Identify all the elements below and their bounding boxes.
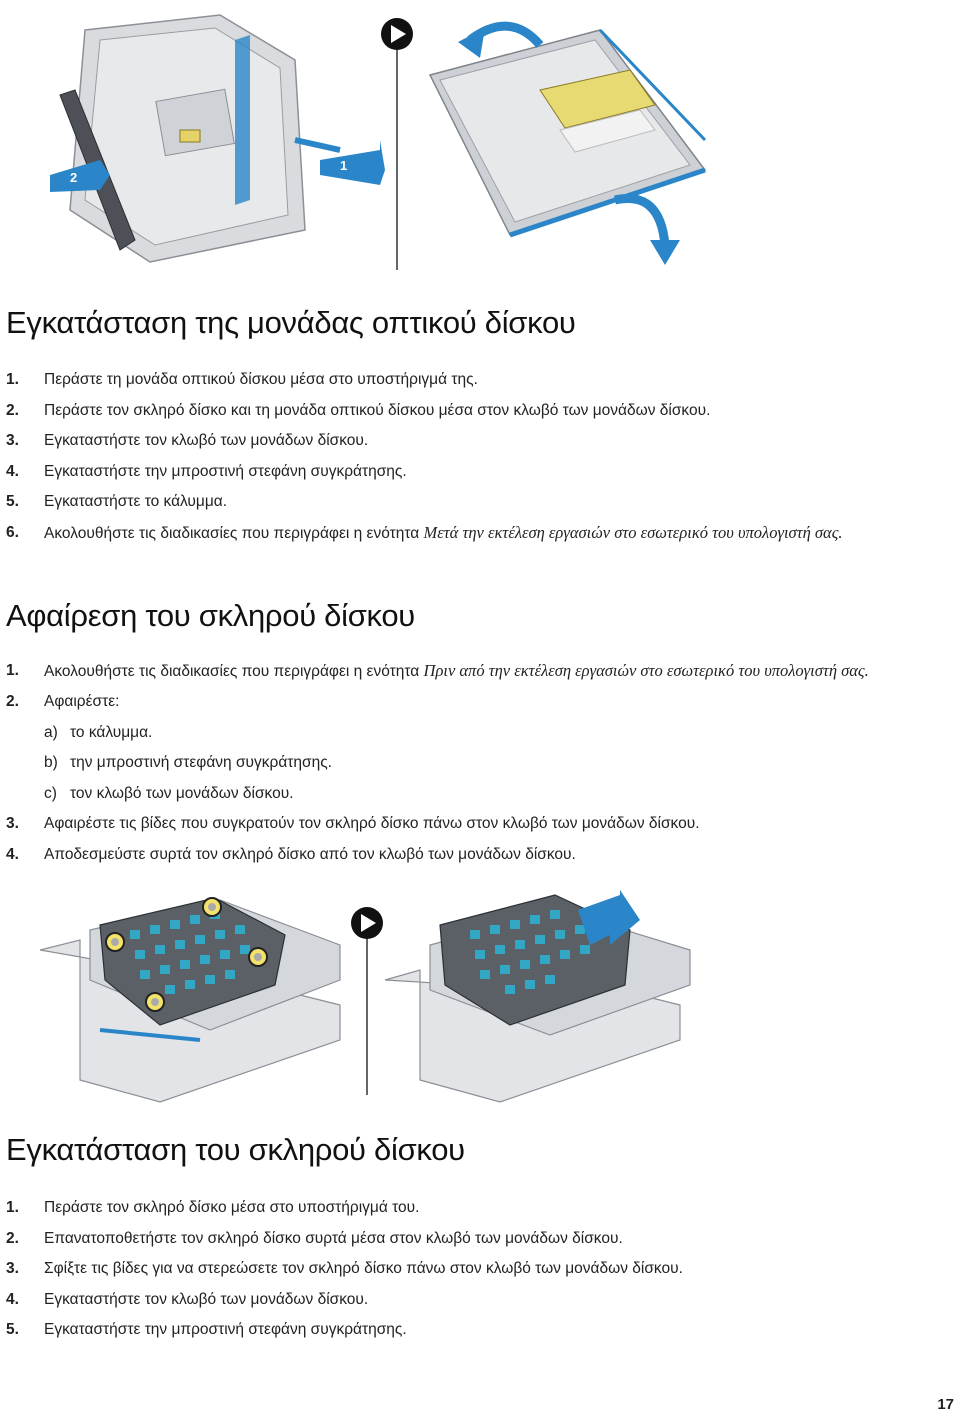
step-text: Εγκαταστήστε την μπροστινή στεφάνη συγκράτησης.	[44, 1321, 407, 1338]
optical-drive-illustration	[40, 0, 730, 275]
optical-drive-drawing	[430, 30, 705, 235]
step-number: 6.	[6, 523, 19, 541]
screw-icon	[106, 933, 124, 951]
step-number: 4.	[6, 1290, 19, 1308]
step-number: 2.	[6, 693, 19, 710]
step-text: Περάστε τη μονάδα οπτικού δίσκου μέσα στο υποστήριγμά της.	[44, 371, 478, 388]
section-title-install-hard-drive: Εγκατάσταση του σκληρού δίσκου	[6, 1132, 465, 1167]
list-item	[6, 365, 951, 396]
list-item	[6, 687, 951, 809]
step-text: Περάστε τον σκληρό δίσκο μέσα στο υποστήριγμά του.	[44, 1199, 420, 1216]
install-optical-drive-steps	[6, 365, 951, 549]
substep-item	[44, 779, 951, 810]
screw-icon	[146, 993, 164, 1011]
list-item	[6, 840, 951, 871]
drive-cage-left-drawing	[40, 898, 340, 1102]
step-number: 4.	[6, 462, 19, 480]
step-number: 5.	[6, 1321, 19, 1338]
callout-1-label: 1	[340, 158, 348, 173]
remove-hard-drive-steps	[6, 656, 951, 870]
substep-list	[44, 718, 951, 810]
step-text: Εγκαταστήστε τον κλωβό των μονάδων δίσκου.	[44, 432, 369, 449]
step-number: 1.	[6, 1199, 19, 1216]
list-item	[6, 1193, 951, 1224]
step-number: 5.	[6, 493, 19, 510]
substep-item	[44, 718, 951, 749]
list-item	[6, 518, 951, 549]
step-text: Επανατοποθετήστε τον σκληρό δίσκο συρτά μέσα στον κλωβό των μονάδων δίσκου.	[44, 1229, 623, 1247]
rotate-arrow-bottom	[615, 198, 680, 265]
list-item	[6, 809, 951, 840]
list-item	[6, 1285, 951, 1316]
step-number: 3.	[6, 815, 19, 832]
step-text: Αφαιρέστε τις βίδες που συγκρατούν τον σκληρό δίσκο πάνω στον κλωβό των μονάδων δίσκου.	[44, 815, 700, 832]
drive-bracket-drawing	[60, 15, 340, 262]
list-item	[6, 457, 951, 488]
next-step-icon	[351, 907, 383, 939]
step-text: Εγκαταστήστε την μπροστινή στεφάνη συγκράτησης.	[44, 462, 407, 480]
reference-link-before-working[interactable]: Πριν από την εκτέλεση εργασιών στο εσωτερικό του υπολογιστή σας.	[423, 661, 869, 680]
step-text: Ακολουθήστε τις διαδικασίες που περιγράφει η ενότητα	[44, 524, 424, 542]
step-text: Ακολουθήστε τις διαδικασίες που περιγράφει η ενότητα	[44, 663, 424, 680]
substep-item	[44, 748, 951, 779]
step-text: Εγκαταστήστε το κάλυμμα.	[44, 493, 228, 510]
step-text: Αποδεσμεύστε συρτά τον σκληρό δίσκο από τον κλωβό των μονάδων δίσκου.	[44, 845, 576, 863]
list-item	[6, 1224, 951, 1255]
page-number: 17	[937, 1396, 954, 1413]
substep-letter: a)	[44, 723, 58, 741]
step-number: 3.	[6, 1260, 19, 1277]
substep-text: την μπροστινή στεφάνη συγκράτησης.	[70, 754, 332, 771]
step-number: 2.	[6, 401, 19, 419]
substep-letter: c)	[44, 784, 57, 802]
substep-text: το κάλυμμα.	[70, 723, 153, 741]
step-text: Περάστε τον σκληρό δίσκο και τη μονάδα οπτικού δίσκου μέσα στον κλωβό των μονάδων δίσκου.	[44, 401, 711, 419]
step-number: 3.	[6, 432, 19, 449]
list-item	[6, 1315, 951, 1346]
step-number: 2.	[6, 1229, 19, 1247]
step-number: 1.	[6, 371, 19, 388]
callout-2-label: 2	[70, 170, 78, 185]
list-item	[6, 487, 951, 518]
screw-icon	[203, 898, 221, 916]
list-item	[6, 656, 951, 687]
screw-icon	[249, 948, 267, 966]
list-item	[6, 396, 951, 427]
install-hard-drive-steps	[6, 1193, 951, 1346]
section-title-remove-hard-drive: Αφαίρεση του σκληρού δίσκου	[6, 598, 415, 633]
hard-drive-illustration	[40, 890, 710, 1105]
substep-text: τον κλωβό των μονάδων δίσκου.	[70, 784, 294, 802]
reference-link-after-working[interactable]: Μετά την εκτέλεση εργασιών στο εσωτερικό του υπολογιστή σας.	[423, 522, 843, 542]
step-text: Εγκαταστήστε τον κλωβό των μονάδων δίσκου.	[44, 1290, 369, 1308]
list-item	[6, 1254, 951, 1285]
list-item	[6, 426, 951, 457]
next-step-icon	[381, 18, 413, 50]
step-text: Σφίξτε τις βίδες για να στερεώσετε τον σκληρό δίσκο πάνω στον κλωβό των μονάδων δίσκου.	[44, 1260, 683, 1277]
drive-cage-right-drawing	[385, 895, 690, 1102]
section-title-install-optical-drive: Εγκατάσταση της μονάδας οπτικού δίσκου	[6, 305, 576, 340]
substep-letter: b)	[44, 754, 58, 771]
step-text: Αφαιρέστε:	[44, 693, 120, 710]
step-number: 4.	[6, 845, 19, 863]
step-number: 1.	[6, 662, 19, 679]
